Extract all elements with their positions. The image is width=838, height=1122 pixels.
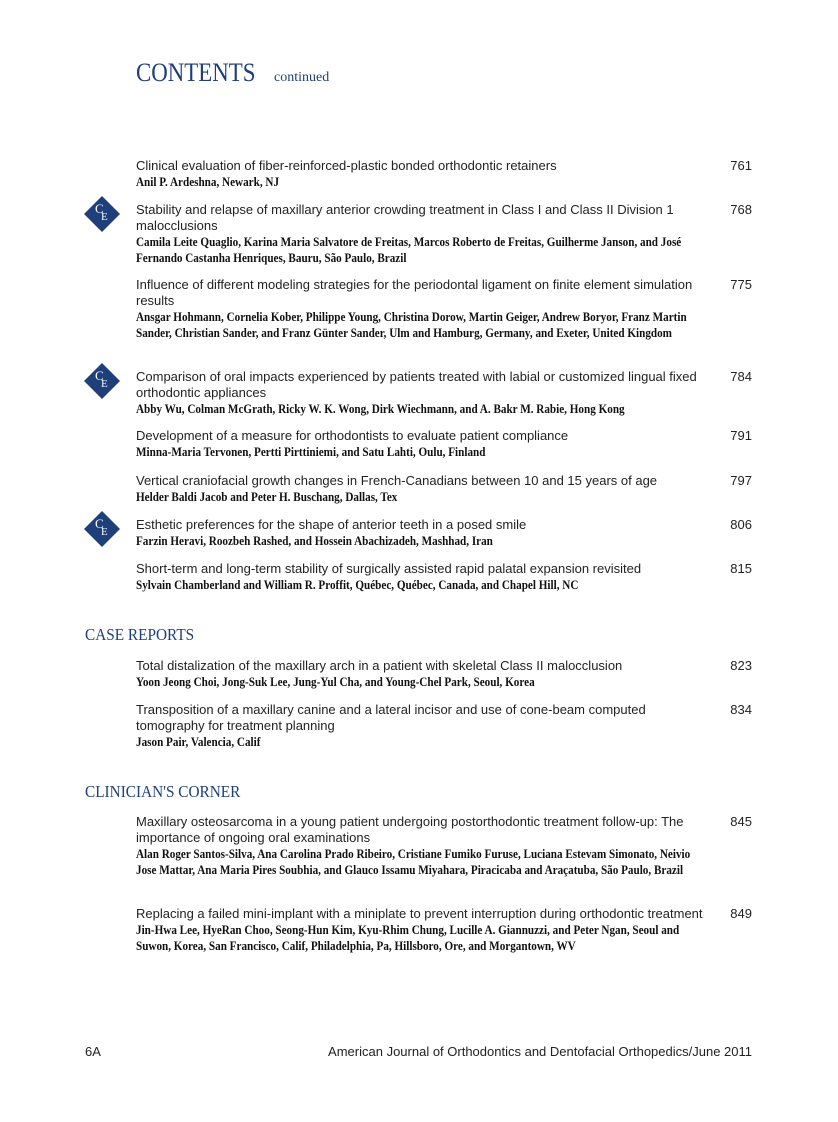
toc-entry[interactable] bbox=[95, 516, 752, 549]
toc-entry[interactable] bbox=[95, 201, 752, 266]
page-number: 834 bbox=[730, 702, 752, 717]
svg-text:E: E bbox=[101, 211, 108, 223]
page-number: 775 bbox=[730, 277, 752, 292]
toc-entry[interactable] bbox=[136, 561, 752, 593]
article-title[interactable]: Maxillary osteosarcoma in a young patient undergoing postorthodontic treatment follow-up: The importance of ongoing oral examinations bbox=[136, 814, 684, 845]
toc-entry[interactable] bbox=[95, 368, 752, 417]
page-number: 845 bbox=[730, 814, 752, 829]
article-title[interactable]: Transposition of a maxillary canine and a lateral incisor and use of cone-beam computed tomography for treatment planning bbox=[136, 702, 646, 733]
footer-journal-name: American Journal of Orthodontics and Dentofacial Orthopedics/June 2011 bbox=[328, 1044, 752, 1059]
article-authors: Minna-Maria Tervonen, Pertti Pirttiniemi, and Satu Lahti, Oulu, Finland bbox=[136, 445, 486, 459]
toc-entry[interactable] bbox=[136, 658, 752, 690]
article-title[interactable]: Total distalization of the maxillary arch in a patient with skeletal Class II malocclusion bbox=[136, 658, 623, 673]
article-title[interactable]: Clinical evaluation of fiber-reinforced-plastic bonded orthodontic retainers bbox=[136, 158, 557, 173]
page-number: 797 bbox=[730, 473, 752, 488]
toc-entry[interactable] bbox=[136, 158, 752, 190]
article-title[interactable]: Comparison of oral impacts experienced by patients treated with labial or customized lingual fixed orthodontic appliances bbox=[136, 369, 697, 400]
article-title[interactable]: Vertical craniofacial growth changes in French-Canadians between 10 and 15 years of age bbox=[136, 473, 658, 488]
page-number: 791 bbox=[730, 428, 752, 443]
article-authors: Camila Leite Quaglio, Karina Maria Salvatore de Freitas, Marcos Roberto de Freitas, Guilherme Janson, and José Fernando Castanha Henriques, Bauru, São Paulo, Brazil bbox=[136, 235, 682, 265]
svg-text:E: E bbox=[101, 526, 108, 538]
contents-continued-label: continued bbox=[274, 70, 330, 85]
svg-text:C: C bbox=[95, 516, 104, 531]
ce-credit-icon bbox=[84, 196, 120, 232]
article-title[interactable]: Short-term and long-term stability of surgically assisted rapid palatal expansion revisited bbox=[136, 561, 642, 576]
article-title[interactable]: Esthetic preferences for the shape of anterior teeth in a posed smile bbox=[136, 517, 527, 532]
ce-credit-icon bbox=[84, 363, 120, 399]
article-authors: Helder Baldi Jacob and Peter H. Buschang, Dallas, Tex bbox=[136, 490, 398, 504]
article-authors: Sylvain Chamberland and William R. Proffit, Québec, Québec, Canada, and Chapel Hill, NC bbox=[136, 578, 579, 592]
toc-entry[interactable] bbox=[136, 473, 752, 505]
article-title[interactable]: Development of a measure for orthodontists to evaluate patient compliance bbox=[136, 428, 569, 443]
svg-text:E: E bbox=[101, 378, 108, 390]
page-number: 815 bbox=[730, 561, 752, 576]
ce-credit-icon bbox=[84, 511, 120, 547]
article-authors: Farzin Heravi, Roozbeh Rashed, and Hossein Abachizadeh, Mashhad, Iran bbox=[136, 534, 493, 548]
toc-entry[interactable] bbox=[136, 814, 752, 878]
footer-page-label: 6A bbox=[85, 1044, 101, 1059]
svg-text:C: C bbox=[95, 201, 104, 216]
section-heading-case-reports: CASE REPORTS bbox=[85, 625, 195, 644]
article-title[interactable]: Stability and relapse of maxillary anterior crowding treatment in Class I and Class II Division 1 malocclusions bbox=[136, 202, 674, 233]
contents-heading: CONTENTS bbox=[136, 58, 256, 87]
page-number: 849 bbox=[730, 906, 752, 921]
toc-entry[interactable] bbox=[136, 906, 752, 954]
page-number: 768 bbox=[730, 202, 752, 217]
article-authors: Jin-Hwa Lee, HyeRan Choo, Seong-Hun Kim, Kyu-Rhim Chung, Lucille A. Giannuzzi, and Peter Ngan, Seoul and Suwon, Korea, San Francisco, Calif, Philadelphia, Pa, Hillsboro, Ore, and Morgantown, WV bbox=[136, 923, 680, 953]
article-authors: Yoon Jeong Choi, Jong-Suk Lee, Jung-Yul Cha, and Young-Chel Park, Seoul, Korea bbox=[136, 675, 535, 689]
article-authors: Ansgar Hohmann, Cornelia Kober, Philippe Young, Christina Dorow, Martin Geiger, Andrew Boryor, Franz Martin Sander, Christian Sander, and Franz Günter Sander, Ulm and Hamburg, Germany, and Exeter, United Kingdom bbox=[136, 310, 687, 340]
toc-entry[interactable] bbox=[136, 702, 752, 750]
article-authors: Jason Pair, Valencia, Calif bbox=[136, 735, 261, 749]
page-number: 784 bbox=[730, 369, 752, 384]
page-number: 761 bbox=[730, 158, 752, 173]
article-authors: Abby Wu, Colman McGrath, Ricky W. K. Wong, Dirk Wiechmann, and A. Bakr M. Rabie, Hong Kong bbox=[136, 402, 625, 416]
page-number: 823 bbox=[730, 658, 752, 673]
page-number: 806 bbox=[730, 517, 752, 532]
toc-entry[interactable] bbox=[136, 428, 752, 460]
svg-text:C: C bbox=[95, 368, 104, 383]
article-title[interactable]: Replacing a failed mini-implant with a miniplate to prevent interruption during orthodontic treatment bbox=[136, 906, 703, 921]
toc-entry[interactable] bbox=[136, 277, 752, 341]
section-heading-clinicians-corner: CLINICIAN'S CORNER bbox=[85, 782, 241, 801]
page-title bbox=[136, 58, 330, 88]
article-authors: Anil P. Ardeshna, Newark, NJ bbox=[136, 175, 280, 189]
article-title[interactable]: Influence of different modeling strategies for the periodontal ligament on finite element simulation results bbox=[136, 277, 693, 308]
article-authors: Alan Roger Santos-Silva, Ana Carolina Prado Ribeiro, Cristiane Fumiko Furuse, Luciana Estevam Simonato, Neivio Jose Mattar, Ana Maria Pires Soubhia, and Glauco Issamu Miyahara, Piracicaba and Araçatuba, São Paulo, Brazil bbox=[136, 847, 691, 877]
